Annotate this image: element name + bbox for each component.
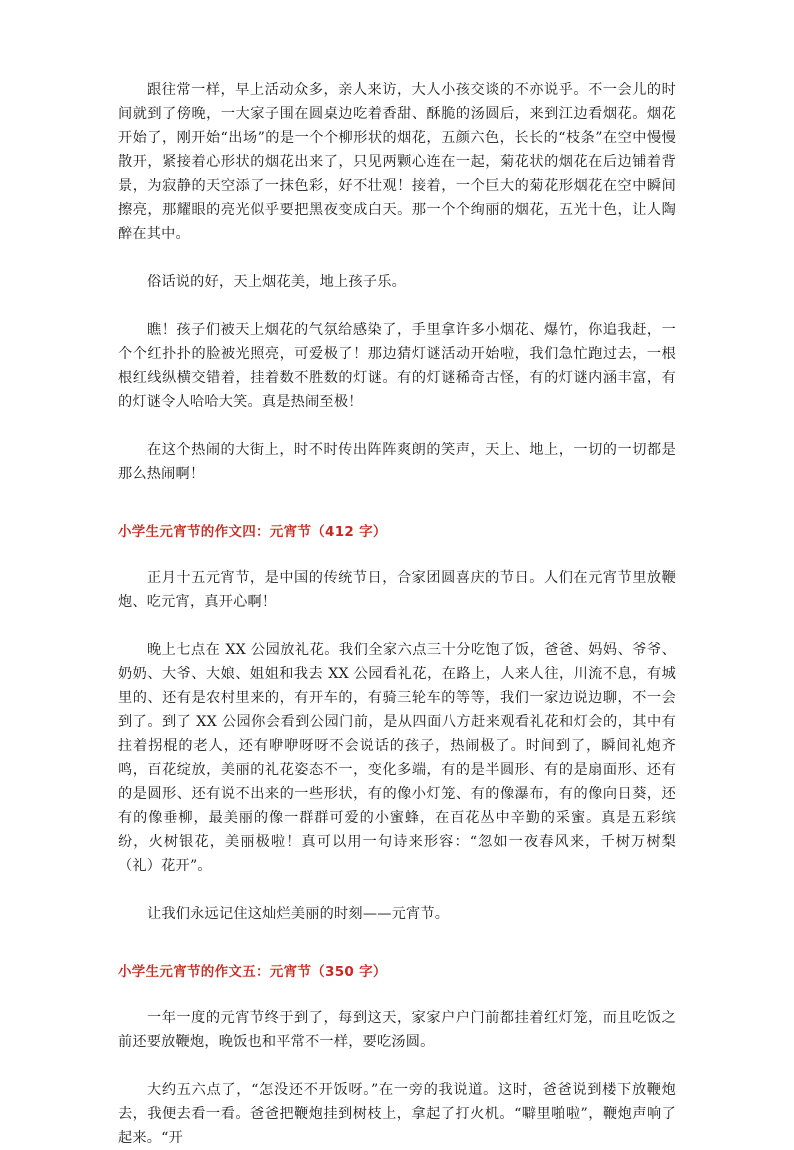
paragraph-street: 在这个热闹的大街上，时不时传出阵阵爽朗的笑声，天上、地上，一切的一切都是那么热闹啊！: [118, 442, 676, 482]
paragraph-fireworks: 跟往常一样，早上活动众多，亲人来访，大人小孩交谈的不亦说乎。不一会儿的时间就到了傍晚，一大家子围在圆桌边吃着香甜、酥脆的汤圆后，来到江边看烟花。烟花开始了，刚开始“出场”的是一个个柳形状的烟花，五颜六色，长长的“枝条”在空中慢慢散开，紧接着心形状的烟花出来了，只见两颗心连在一起，菊花状的烟花在后边铺着背景，为寂静的天空添了一抹色彩，好不壮观！接着，一个巨大的菊花形烟花在空中瞬间擦亮，那耀眼的亮光似乎要把黑夜变成白天。那一个个绚丽的烟花，五光十色，让人陶醉在其中。: [118, 82, 676, 242]
paragraph-saying: 俗话说的好，天上烟花美，地上孩子乐。: [147, 274, 406, 290]
paragraph-intro-four: 正月十五元宵节，是中国的传统节日，合家团圆喜庆的节日。人们在元宵节里放鞭炮、吃元宵，真开心啊！: [118, 570, 676, 610]
paragraph-remember: 让我们永远记住这灿烂美丽的时刻——元宵节。: [147, 906, 450, 922]
paragraph-children: 瞧！孩子们被天上烟花的气氛给感染了，手里拿许多小烟花、爆竹，你追我赶，一个个红扑扑的脸被光照亮，可爱极了！那边猜灯谜活动开始啦，我们急忙跑过去，一根根红线纵横交错着，挂着数不胜数的灯谜。有的灯谜稀奇古怪，有的灯谜内涵丰富，有的灯谜令人哈哈大笑。真是热闹至极！: [118, 322, 676, 410]
section-heading-four: 小学生元宵节的作文四：元宵节（412 字）: [118, 524, 387, 540]
paragraph-park-fireworks: 晚上七点在 XX 公园放礼花。我们全家六点三十分吃饱了饭，爸爸、妈妈、爷爷、奶奶、大爷、大娘、姐姐和我去 XX 公园看礼花，在路上，人来人往，川流不息，有城里的、还有是农村里来的，有开车的，有骑三轮车的等等，我们一家边说边聊，不一会到了。到了 XX 公园你会看到公园门前，是从四面八方赶来观看礼花和灯会的，其中有拄着拐棍的老人，还有咿咿呀呀不会说话的孩子，热闹极了。时间到了，瞬间礼炮齐鸣，百花绽放，美丽的礼花姿态不一，变化多端，有的是半圆形、有的是扇面形、还有的是圆形、还有说不出来的一些形状，有的像小灯笼、有的像瀑布，有的像向日葵，还有的像垂柳，最美丽的像一群群可爱的小蜜蜂，在百花丛中辛勤的采蜜。真是五彩缤纷，火树银花，美丽极啦！真可以用一句诗来形容：“忽如一夜春风来，千树万树梨（礼）花开”。: [118, 642, 676, 874]
paragraph-firecrackers: 大约五六点了，“怎没还不开饭呀。”在一旁的我说道。这时，爸爸说到楼下放鞭炮去，我便去看一看。爸爸把鞭炮挂到树枝上，拿起了打火机。“噼里啪啦”，鞭炮声响了起来。“开: [118, 1082, 676, 1146]
section-heading-five: 小学生元宵节的作文五：元宵节（350 字）: [118, 964, 387, 980]
paragraph-intro-five: 一年一度的元宵节终于到了，每到这天，家家户户门前都挂着红灯笼，而且吃饭之前还要放鞭炮，晚饭也和平常不一样，要吃汤圆。: [118, 1010, 676, 1050]
